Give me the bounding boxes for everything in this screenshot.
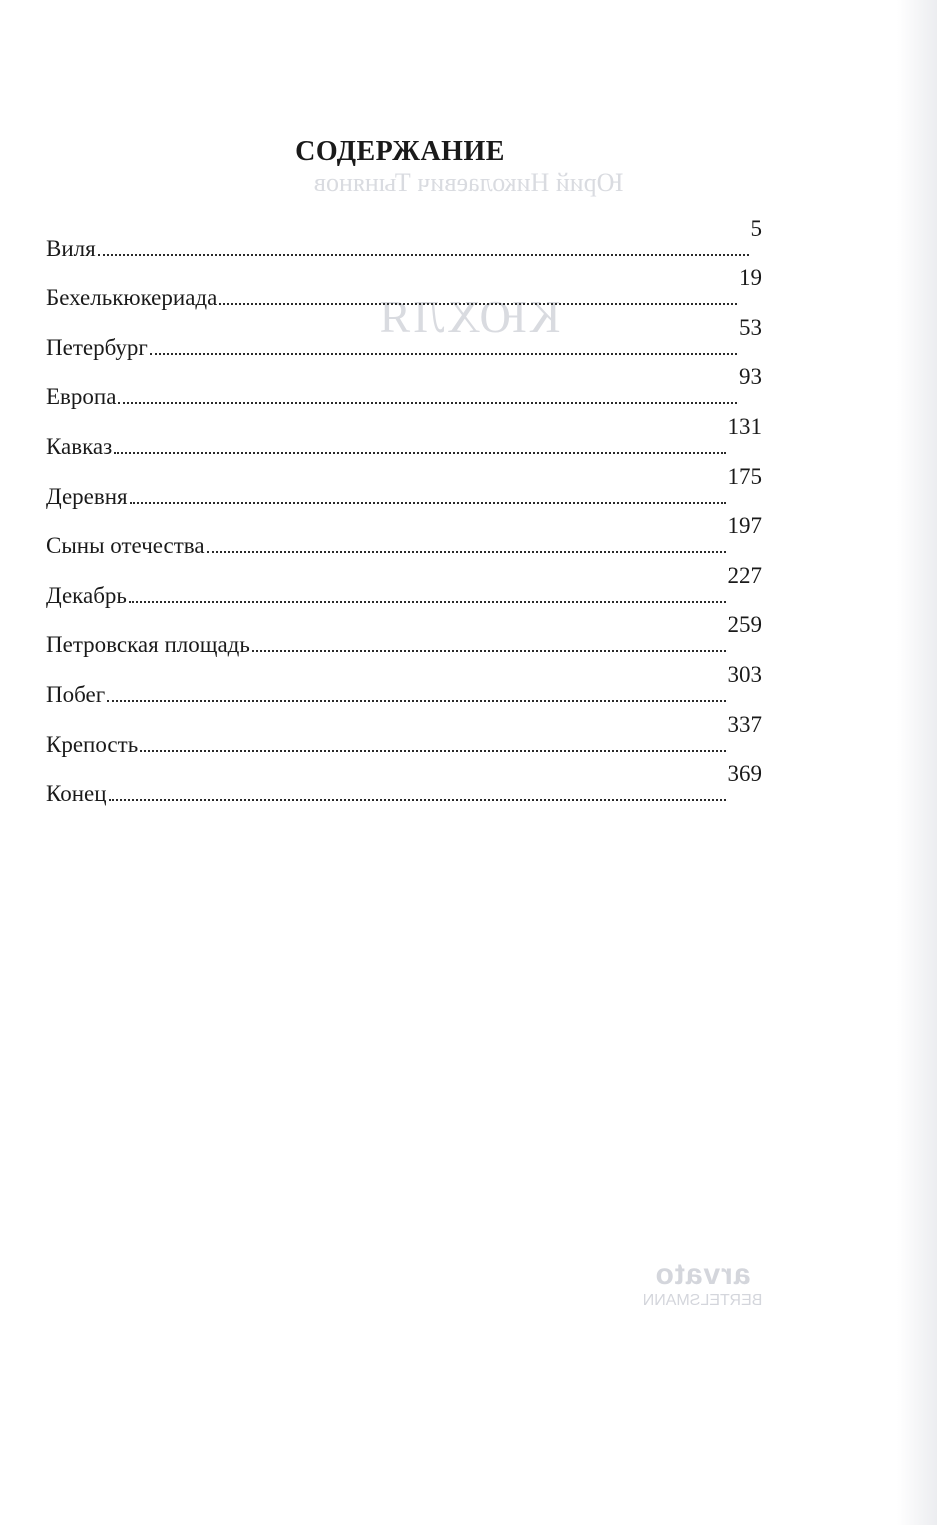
- toc-entry[interactable]: [46, 658, 762, 708]
- page-edge-shadow: [897, 0, 937, 1525]
- toc-entry[interactable]: [46, 311, 762, 361]
- bleed-through-logo-sub: BERTELSMANN: [642, 1292, 763, 1309]
- toc-entry-label: Петербург: [46, 334, 148, 360]
- toc-entry-label: Европа: [46, 384, 117, 410]
- toc-entry-label: Декабрь: [46, 582, 127, 608]
- toc-entry-label: Крепость: [46, 731, 139, 757]
- toc-entry-page: 5: [750, 215, 762, 241]
- dot-leader: [150, 353, 737, 355]
- toc-entry-page: 197: [727, 513, 762, 539]
- toc-entry[interactable]: [46, 262, 762, 312]
- toc-entry-label: Деревня: [46, 483, 128, 509]
- toc-entry-page: 53: [739, 314, 762, 340]
- toc-entry[interactable]: [46, 510, 762, 560]
- toc-entry[interactable]: [46, 708, 762, 758]
- table-of-contents: [46, 212, 762, 807]
- toc-entry[interactable]: [46, 559, 762, 609]
- dot-leader: [109, 799, 726, 801]
- dot-leader: [140, 750, 725, 752]
- toc-entry-label: Бехелькюкериада: [46, 285, 218, 311]
- toc-entry-label: Виля: [46, 235, 96, 261]
- toc-entry[interactable]: [46, 361, 762, 411]
- toc-entry-page: 19: [739, 265, 762, 291]
- toc-entry-page: 369: [727, 761, 762, 787]
- bleed-through-logo-brand: arvato: [654, 1258, 751, 1291]
- dot-leader: [252, 650, 726, 652]
- toc-entry-page: 175: [727, 463, 762, 489]
- dot-leader: [130, 502, 726, 504]
- toc-entry-page: 93: [739, 364, 762, 390]
- bleed-through-logo: [640, 1258, 765, 1310]
- toc-entry-page: 131: [727, 413, 762, 439]
- dot-leader: [129, 601, 726, 603]
- toc-entry[interactable]: [46, 410, 762, 460]
- page-title: СОДЕРЖАНИЕ: [295, 136, 505, 167]
- dot-leader: [107, 700, 725, 702]
- toc-entry-label: Сыны отечества: [46, 533, 205, 559]
- dot-leader: [114, 452, 725, 454]
- dot-leader: [207, 551, 726, 553]
- toc-entry[interactable]: [46, 212, 762, 262]
- toc-entry-label: Конец: [46, 781, 107, 807]
- dot-leader: [118, 402, 737, 404]
- toc-entry-page: 337: [727, 711, 762, 737]
- toc-entry-page: 259: [727, 612, 762, 638]
- toc-entry-page: 227: [727, 562, 762, 588]
- toc-entry[interactable]: [46, 609, 762, 659]
- dot-leader: [219, 303, 737, 305]
- toc-entry-label: Побег: [46, 681, 106, 707]
- toc-entry-label: Кавказ: [46, 433, 113, 459]
- bleed-through-title: КЮХЛЯ: [376, 291, 561, 342]
- toc-entry[interactable]: [46, 460, 762, 510]
- toc-entry[interactable]: [46, 758, 762, 808]
- toc-entry-label: Петровская площадь: [46, 632, 250, 658]
- toc-entry-page: 303: [727, 661, 762, 687]
- bleed-through-author: Юрий Николаевич Тынянов: [313, 168, 624, 197]
- dot-leader: [98, 254, 749, 256]
